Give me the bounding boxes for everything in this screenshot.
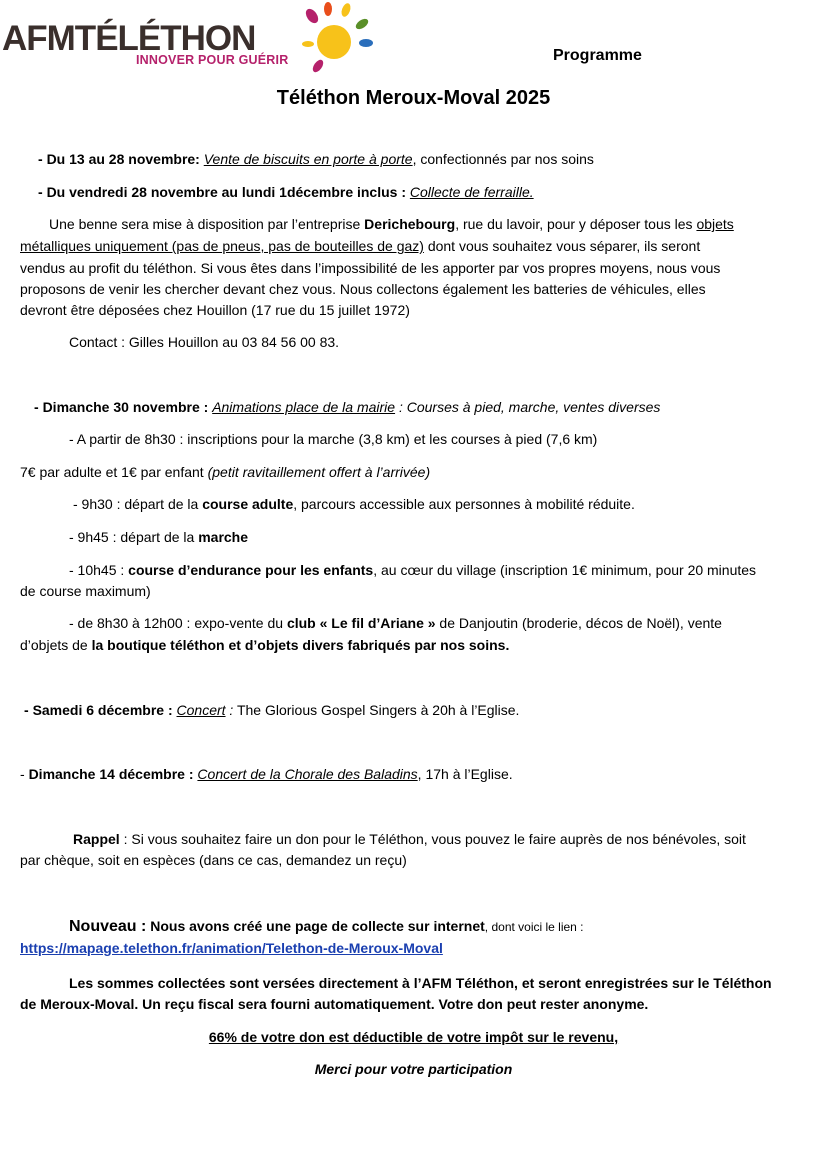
- event-detail: , 17h à l’Eglise.: [417, 766, 513, 782]
- text: course adulte: [202, 496, 294, 512]
- inscriptions-line: - A partir de 8h30 : inscriptions pour la marche (3,8 km) et les courses à pied (7,6 km): [69, 431, 598, 447]
- expo-vente-line-2: [20, 635, 509, 656]
- ferraille-line-1: [49, 214, 734, 235]
- event-date: Samedi 6 décembre :: [32, 702, 173, 718]
- info-line-1: Les sommes collectées sont versées directement à l’AFM Téléthon, et seront enregistrées sur le Téléthon: [69, 975, 772, 991]
- event-date: Dimanche 14 décembre :: [28, 766, 194, 782]
- event-date: Du vendredi 28 novembre au lundi 1décembre inclus :: [46, 184, 406, 200]
- text: objets: [696, 216, 734, 232]
- ferraille-line-4: proposons de venir les chercher devant chez vous. Nous collectons également les batteries de véhicules, elles: [20, 281, 706, 297]
- company-name: Derichebourg: [364, 216, 456, 232]
- text: , rue du lavoir, pour y déposer tous les: [455, 216, 697, 232]
- logo-brand: AFMTÉLÉTHON: [2, 19, 256, 58]
- text: club « Le fil d’Ariane »: [286, 615, 436, 631]
- collecte-link[interactable]: https://mapage.telethon.fr/animation/Telethon-de-Meroux-Moval: [20, 940, 443, 956]
- course-adulte-line: [73, 494, 635, 515]
- text: , parcours accessible aux personnes à mobilité réduite.: [293, 496, 635, 512]
- marche-line: [69, 527, 248, 548]
- course-enfants-line-2: de course maximum): [20, 583, 151, 599]
- page-title: Téléthon Meroux-Moval 2025: [276, 87, 551, 109]
- text: marche: [198, 529, 249, 545]
- text: la boutique téléthon et d’objets divers fabriqués par nos soins.: [91, 637, 510, 653]
- text: - 9h30 : départ de la: [73, 496, 203, 512]
- event-animations: [34, 397, 660, 418]
- event-concert-gospel: [24, 700, 519, 721]
- event-ferraille: [38, 182, 534, 203]
- event-activity: Vente de biscuits en porte à porte: [203, 151, 413, 167]
- event-biscuits: [38, 149, 594, 170]
- collecte-link-row: [20, 938, 443, 959]
- deductible-note: 66% de votre don est déductible de votre impôt sur le revenu,: [208, 1029, 619, 1045]
- text: - 9h45 : départ de la: [69, 529, 199, 545]
- text: dont vous souhaitez vous séparer, ils seront: [423, 238, 701, 254]
- event-activity: Animations place de la mairie: [212, 399, 396, 415]
- text: d’objets de: [20, 637, 92, 653]
- text: Nous avons créé une page de collecte sur internet: [146, 918, 485, 934]
- contact-line: Contact : Gilles Houillon au 03 84 56 00 83.: [69, 334, 340, 350]
- text: , dont voici le lien :: [484, 920, 584, 934]
- event-dash: -: [24, 702, 33, 718]
- event-detail: The Glorious Gospel Singers à 20h à l’Eglise.: [233, 702, 520, 718]
- thanks-note: Merci pour votre participation: [314, 1061, 513, 1077]
- event-date: Du 13 au 28 novembre:: [46, 151, 200, 167]
- event-detail: , confectionnés par nos soins: [412, 151, 594, 167]
- programme-label: Programme: [553, 47, 642, 64]
- nouveau-line: [69, 916, 584, 938]
- text: de Danjoutin (broderie, décos de Noël), vente: [435, 615, 722, 631]
- expo-vente-line-1: [69, 613, 722, 634]
- text: 7€ par adulte et 1€ par enfant: [20, 464, 208, 480]
- event-colon: :: [225, 702, 234, 718]
- ferraille-line-5: devront être déposées chez Houillon (17 rue du 15 juillet 1972): [20, 302, 410, 318]
- course-enfants-line-1: [69, 560, 756, 581]
- event-detail: : Courses à pied, marche, ventes diverses: [395, 399, 661, 415]
- tarif-line: [20, 462, 430, 483]
- ferraille-line-2: [20, 236, 700, 257]
- text: - de 8h30 à 12h00 : expo-vente du: [69, 615, 287, 631]
- event-concert-chorale: [20, 764, 513, 785]
- event-activity: Concert: [176, 702, 226, 718]
- text: course d’endurance pour les enfants: [128, 562, 374, 578]
- event-dash: -: [38, 184, 47, 200]
- text: , au cœur du village (inscription 1€ minimum, pour 20 minutes: [373, 562, 757, 578]
- event-dash: -: [38, 151, 47, 167]
- event-date: Dimanche 30 novembre :: [42, 399, 209, 415]
- ferraille-line-3: vendus au profit du téléthon. Si vous êtes dans l’impossibilité de les apporter par vos propres moyens, nous vous: [20, 260, 721, 276]
- text: (petit ravitaillement offert à l’arrivée): [207, 464, 431, 480]
- event-activity: Collecte de ferraille.: [409, 184, 534, 200]
- text: Une benne sera mise à disposition par l’entreprise: [49, 216, 365, 232]
- rappel-line-2: par chèque, soit en espèces (dans ce cas, demandez un reçu): [20, 852, 407, 868]
- nouveau-label: Nouveau :: [69, 918, 147, 935]
- rappel-label: Rappel: [73, 831, 120, 847]
- info-line-2: de Meroux-Moval. Un reçu fiscal sera fourni automatiquement. Votre don peut rester anonyme.: [20, 996, 649, 1012]
- sun-logo-icon: [300, 0, 380, 80]
- logo-tagline: INNOVER POUR GUÉRIR: [136, 53, 289, 67]
- text: métalliques uniquement (pas de pneus, pas de bouteilles de gaz): [20, 238, 424, 254]
- event-dash: -: [20, 766, 29, 782]
- event-dash: -: [34, 399, 43, 415]
- text: : Si vous souhaitez faire un don pour le Téléthon, vous pouvez le faire auprès de nos bénévoles, soit: [119, 831, 746, 847]
- event-activity: Concert de la Chorale des Baladins: [197, 766, 418, 782]
- text: - 10h45 :: [69, 562, 129, 578]
- rappel-line-1: [73, 829, 746, 850]
